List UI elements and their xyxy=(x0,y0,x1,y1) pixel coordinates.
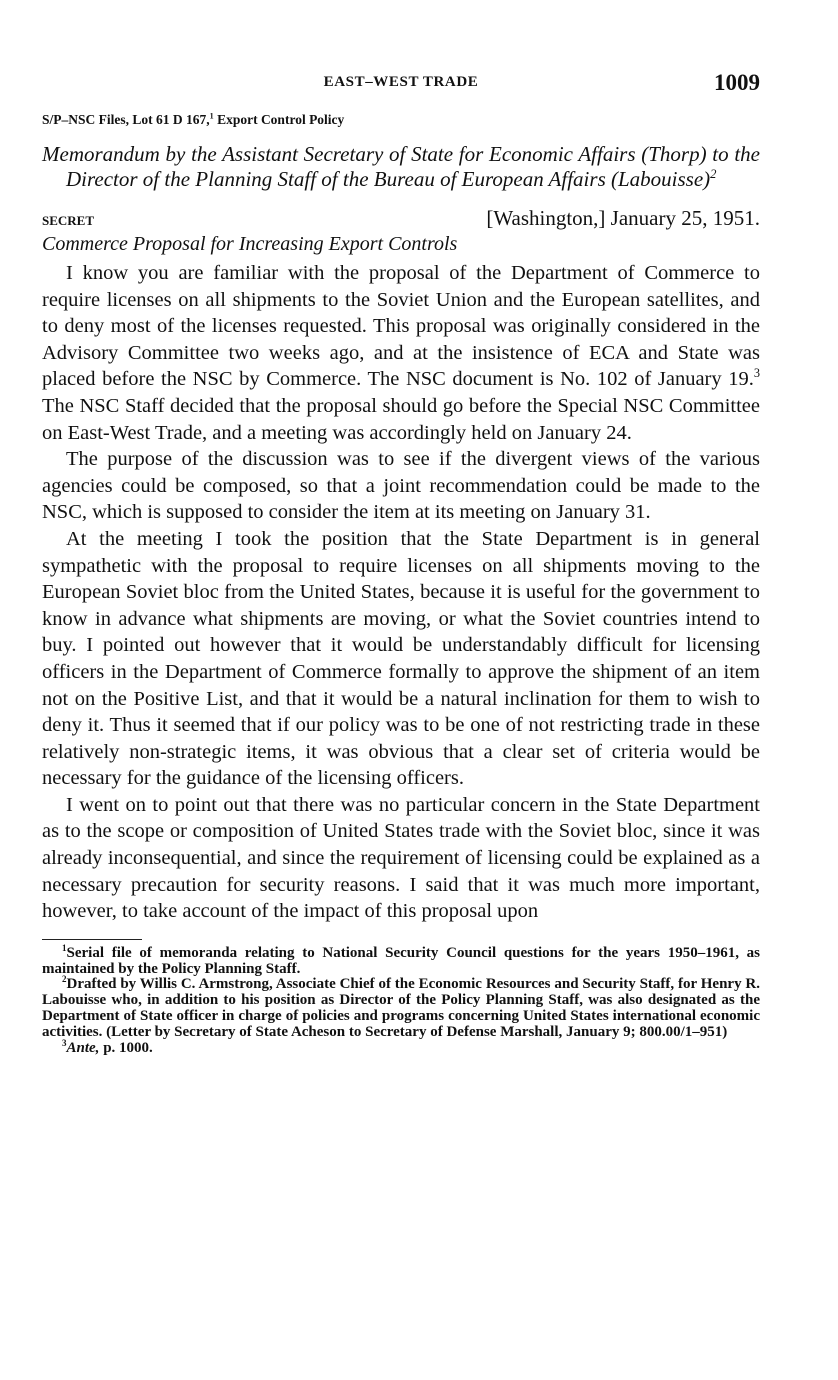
body-paragraph-2: The purpose of the discussion was to see if the divergent views of the various agencies could be composed, so that a joint recommendation could be made to the NSC, which is supposed to consider the item at its meeting on January 31. xyxy=(42,448,760,524)
paragraph-1-part-a: I know you are familiar with the proposal of the Department of Commerce to require licenses on all shipments to the Soviet Union and the European satellites, and to deny most of the licenses requested. This proposal was originally considered in the Advisory Committee two weeks ago, and at the insistence of ECA and State was placed before the NSC by Commerce. The NSC document is No. 102 of January 19. xyxy=(42,262,760,391)
page-number: 1009 xyxy=(714,70,760,95)
footnote-ref-3: 3 xyxy=(753,366,760,381)
body-paragraph-1 xyxy=(42,260,760,446)
source-prefix: S/P–NSC Files, Lot 61 D 167, xyxy=(42,112,210,127)
footnote-2 xyxy=(42,974,760,1040)
source-suffix: Export Control Policy xyxy=(213,112,345,127)
footnote-marker: 3 xyxy=(62,1037,67,1048)
paragraph-1-part-b: The NSC Staff decided that the proposal should go before the Special NSC Committee on East-West Trade, and a meeting was accordingly held on January 24. xyxy=(42,394,760,444)
running-title: EAST–WEST TRADE xyxy=(323,74,479,90)
footnote-divider xyxy=(42,939,142,940)
footnote-text: Serial file of memoranda relating to National Security Council questions for the years 1950–1961, as maintained by the Policy Planning Staff. xyxy=(42,944,760,977)
source-citation xyxy=(42,112,760,128)
footnote-3 xyxy=(42,1037,760,1057)
dateline: [Washington,] January 25, 1951. xyxy=(486,206,760,230)
footnote-italic-text: Ante, xyxy=(66,1039,100,1056)
footnote-text: p. 1000. xyxy=(99,1039,153,1056)
footnote-marker: 1 xyxy=(62,942,67,953)
memo-meta xyxy=(42,206,760,231)
running-header xyxy=(42,70,760,104)
memo-title-text: Memorandum by the Assistant Secretary of State for Economic Affairs (Thorp) to the Director of the Planning Staff of the Bureau of European Affairs (Labouisse) xyxy=(42,142,760,191)
memo-title xyxy=(42,142,760,192)
footnote-ref-2: 2 xyxy=(710,167,717,181)
classification-label: SECRET xyxy=(42,213,95,228)
footnote-marker: 2 xyxy=(62,974,67,985)
footnote-text: Drafted by Willis C. Armstrong, Associate Chief of the Economic Resources and Security Staff, for Henry R. Labouisse who, in addition to his position as Director of the Policy Planning Staff, was also designated as the Department of State officer in charge of policies and programs concerning United States international economic activities. (Letter by Secretary of State Acheson to Secretary of Defense Marshall, January 9; 800.00/1–951) xyxy=(42,976,760,1040)
body-paragraph-3: At the meeting I took the position that the State Department is in general sympathetic with the proposal to require licenses on all shipments moving to the European Soviet bloc from the United States, because it is useful for the government to know in advance what shipments are moving, or what the Soviet countries intend to buy. I pointed out however that it would be understandably difficult for licensing officers in the Department of Commerce formally to approve the shipment of an item not on the Positive List, and that it would be a natural inclination for them to wish to deny it. Thus it seemed that if our policy was to be one of not restricting trade in these relatively non-strategic items, it was obvious that a clear set of criteria would be necessary for the guidance of the licensing officers. xyxy=(42,527,760,790)
memo-subject: Commerce Proposal for Increasing Export Controls xyxy=(42,233,458,255)
footnote-1 xyxy=(42,942,760,978)
body-paragraph-4: I went on to point out that there was no particular concern in the State Department as to the scope or composition of United States trade with the Soviet bloc, since it was already inconsequential, and since the requirement of licensing could be explained as a necessary precaution for security reasons. I said that it was much more important, however, to take account of the impact of this proposal upon xyxy=(42,793,760,923)
footnote-ref-1: 1 xyxy=(209,111,214,121)
